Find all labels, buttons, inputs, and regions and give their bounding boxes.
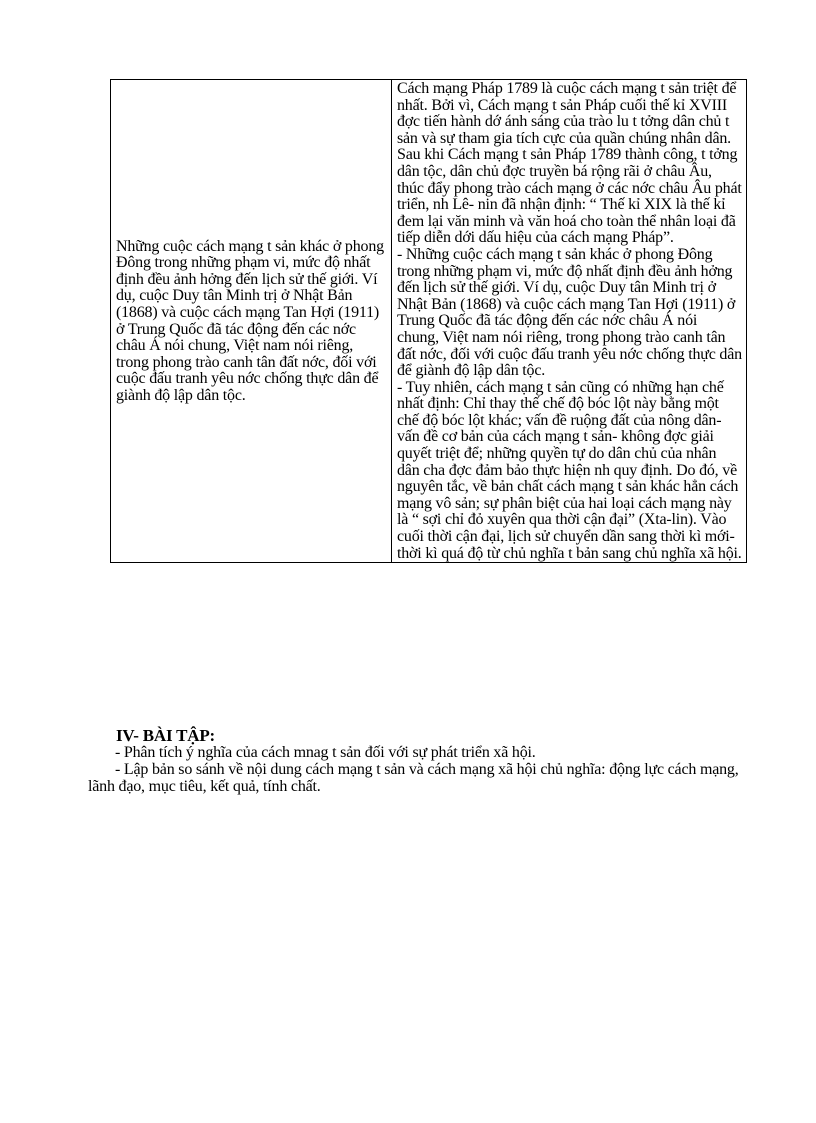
- exercises-section: [88, 727, 748, 795]
- left-cell-text: Những cuộc cách mạng t sản khác ở phong Đông trong những phạm vi, mức độ nhất định đều ảnh hởng đến lịch sử thế giới. Ví dụ, cuộc Duy tân Minh trị ở Nhật Bản (1868) và cuộc cách mạng Tan Hợi (1911) ở Trung Quốc đã tác động đến các nớc châu Á nói chung, Việt nam nói riêng, trong phong trào canh tân đất nớc, đối với cuộc đấu tranh yêu nớc chống thực dân để giành độ lập dân tộc.: [116, 237, 384, 404]
- right-cell-paragraph: - Những cuộc cách mạng t sản khác ở phong Đông trong những phạm vi, mức độ nhất định đều ảnh hởng đến lịch sử thế giới. Ví dụ, cuộc Duy tân Minh trị ở Nhật Bản (1868) và cuộc cách mạng Tan Hợi (1911) ở Trung Quốc đã tác động đến các nớc châu Á nói chung, Việt nam nói riêng, trong phong trào canh tân đất nớc, đối với cuộc đấu tranh yêu nớc chống thực dân để giành độ lập dân tộc.: [397, 245, 742, 380]
- exercises-heading: IV- BÀI TẬP:: [116, 726, 215, 745]
- content-table: [110, 79, 747, 563]
- left-cell: [111, 80, 392, 563]
- exercise-item: - Lập bản so sánh về nội dung cách mạng t sản và cách mạng xã hội chủ nghĩa: động lực cách mạng, lãnh đạo, mục tiêu, kết quả, tính chất.: [88, 761, 739, 795]
- right-cell: [392, 80, 747, 563]
- right-cell-paragraph: Cách mạng Pháp 1789 là cuộc cách mạng t sản triệt để nhất. Bởi vì, Cách mạng t sản Pháp cuối thế kỉ XVIII đợc tiến hành dớ ánh sáng của trào lu t tởng dân chủ t sản và sự tham gia tích cực của quần chúng nhân dân. Sau khi Cách mạng t sản Pháp 1789 thành công, t tởng dân tộc, dân chủ đợc truyền bá rộng rãi ở châu Âu, thúc đẩy phong trào cách mạng ở các nớc châu Âu phát triển, nh Lê- nin đã nhận định: “ Thế kỉ XIX là thế kỉ đem lại văn minh và văn hoá cho toàn thể nhân loại đã tiếp diễn dới dấu hiệu của cách mạng Pháp”.: [397, 80, 742, 247]
- exercise-item: - Phân tích ý nghĩa của cách mnag t sản đối với sự phát triển xã hội.: [115, 744, 536, 761]
- table-row: [111, 80, 747, 563]
- right-cell-paragraph: - Tuy nhiên, cách mạng t sản cũng có những hạn chế nhất định: Chỉ thay thế chế độ bóc lột này bằng một chế độ bóc lột khác; vấn đề ruộng đất của nông dân- vấn đề cơ bản của cách mạng t sản- không đợc giải quyết triệt để; những quyền tự do dân chủ của nhân dân cha đợc đảm bảo thực hiện nh quy định. Do đó, về nguyên tắc, về bản chất cách mạng t sản khác hẳn cách mạng vô sản; sự phân biệt của hai loại cách mạng này là “ sợi chỉ đỏ xuyên qua thời cận đại” (Xta-lin). Vào cuối thời cận đại, lịch sử chuyển dần sang thời kì mới- thời kì quá độ từ chủ nghĩa t bản sang chủ nghĩa xã hội.: [397, 378, 742, 562]
